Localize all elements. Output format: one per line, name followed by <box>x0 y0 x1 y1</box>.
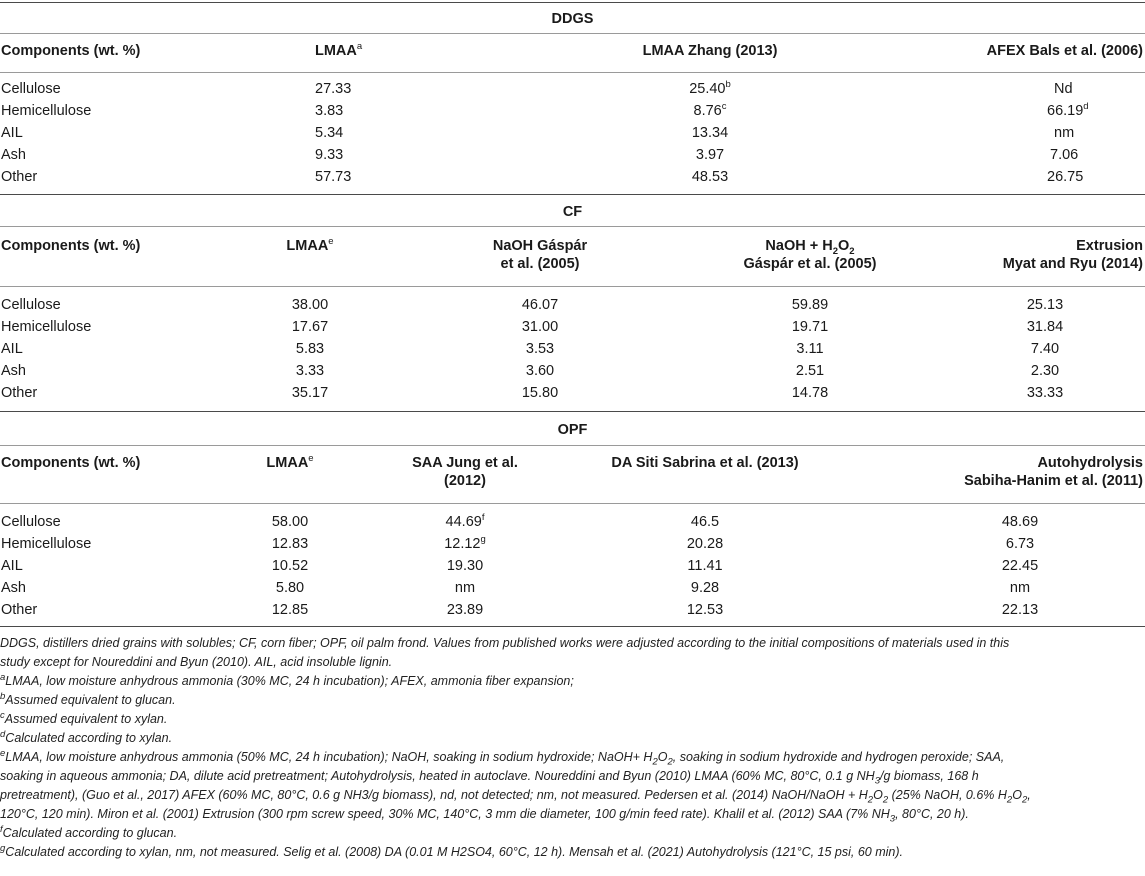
row-label: AIL <box>1 125 23 141</box>
cell-value: 19.71 <box>791 319 829 335</box>
cell-value: 33.33 <box>1026 385 1064 401</box>
cell-value: 3.11 <box>796 341 824 357</box>
row-label: Hemicellulose <box>1 103 92 119</box>
footnote-d: $^d$Calculated according to xylan. <box>0 728 173 745</box>
cell-value: 5.83 <box>295 341 325 357</box>
cell-value: 48.53 <box>691 169 729 185</box>
cell-value: 38.00 <box>291 297 329 313</box>
section-title-opf: OPF <box>557 422 588 438</box>
header-naoh-gaspar: NaOH Gáspár et al. (2005) <box>492 238 588 272</box>
row-label: Cellulose <box>1 81 61 97</box>
header-extrusion-myat: Extrusion Myat and Ryu (2014) <box>1002 238 1143 272</box>
cell-value: 57.73 <box>315 169 352 185</box>
cell-value: 10.52 <box>271 558 309 574</box>
cell-value: 11.41 <box>687 558 723 574</box>
cell-value: 5.80 <box>275 580 305 596</box>
cell-value: 15.80 <box>521 385 559 401</box>
cell-value: 31.84 <box>1026 319 1064 335</box>
cell-value: 2.51 <box>795 363 825 379</box>
header-lmaa: LMAA$^e$ <box>286 236 334 254</box>
row-label: Other <box>1 169 38 185</box>
footnote-line: 120°C, 120 min). Miron et al. (2001) Extrusion (300 rpm screw speed, 30% MC, 140°C, 3 mm die diameter, 100 g/min feed rate). Khalil et al. (2012) SAA (7% $NH_3$, 80°C, 20 h). <box>0 807 969 825</box>
cell-value: 14.78 <box>791 385 829 401</box>
cell-value: Nd <box>1054 81 1073 97</box>
row-label: Other <box>1 602 38 618</box>
cell-value: 48.69 <box>1001 514 1039 530</box>
row-label: Ash <box>1 147 26 163</box>
cell-value: 17.67 <box>291 319 329 335</box>
header-afex-bals: AFEX Bals et al. (2006) <box>986 43 1143 59</box>
cell-value: nm <box>1009 580 1031 596</box>
header-lmaa: LMAA$^e$ <box>266 453 314 471</box>
cell-value: 3.97 <box>695 147 725 163</box>
cell-value: 5.34 <box>315 125 344 141</box>
cell-value: 3.60 <box>525 363 555 379</box>
row-label: Cellulose <box>1 297 61 313</box>
cell-value: 31.00 <box>521 319 559 335</box>
cell-value: 35.17 <box>291 385 329 401</box>
cell-value: 46.07 <box>521 297 559 313</box>
section-title-cf: CF <box>562 204 583 220</box>
rule <box>0 194 1145 195</box>
rule <box>0 411 1145 412</box>
section-title-ddgs: DDGS <box>551 11 594 27</box>
cell-value: 59.89 <box>791 297 829 313</box>
rule <box>0 72 1145 73</box>
rule <box>0 33 1145 34</box>
footnote-line: soaking in aqueous ammonia; DA, dilute acid pretreatment; Autohydrolysis, heated in autoclave. Noureddini and Byun (2010) LMAA (60% MC, 80°C, 0.1 g $NH_3/g$ biomass, 168 h <box>0 769 979 787</box>
footnote-line: study except for Noureddini and Byun (2010). AIL, acid insoluble lignin. <box>0 655 393 669</box>
header-components: Components (wt. %) <box>1 455 141 471</box>
cell-value: 12.85 <box>271 602 309 618</box>
rule <box>0 503 1145 504</box>
footnote-g: $^g$Calculated according to xylan, nm, not measured. Selig et al. (2008) DA (0.01 M H2SO4, 60°C, 12 h). Mensah et al. (2021) Autohydrolysis (121°C, 15 psi, 60 min). <box>0 842 904 859</box>
cell-value: 22.45 <box>1001 558 1039 574</box>
cell-value: nm <box>1054 125 1075 141</box>
cell-value: 13.34 <box>691 125 729 141</box>
cell-value: 66.19$^d$ <box>1047 101 1089 119</box>
rule <box>0 445 1145 446</box>
rule <box>0 626 1145 627</box>
cell-value: 7.06 <box>1050 147 1079 163</box>
header-naoh-h2o2-gaspar: NaOH + $H_2O_2$ Gáspár et al. (2005) <box>743 238 877 272</box>
row-label: Other <box>1 385 38 401</box>
cell-value: 2.30 <box>1030 363 1060 379</box>
cell-value: 25.40$^b$ <box>689 79 731 97</box>
header-autohydrolysis: Autohydrolysis Sabiha-Hanim et al. (2011) <box>964 455 1143 489</box>
footnote-c: $^c$Assumed equivalent to xylan. <box>0 709 168 726</box>
rule <box>0 226 1145 227</box>
footnote-general <box>0 634 1140 862</box>
cell-value: 44.69$^f$ <box>445 512 485 530</box>
footnote-line: pretreatment), (Guo et al., 2017) AFEX (60% MC, 80°C, 0.6 g NH3/g biomass), nd, not detected; nm, not measured. Pedersen et al. (2014) NaOH/NaOH + $H_2O_2$ (25% NaOH, 0.6% $H_2O_2$, <box>0 788 1031 806</box>
cell-value: 6.73 <box>1005 536 1035 552</box>
footnote-b: $^b$Assumed equivalent to glucan. <box>0 690 176 707</box>
header-lmaa: LMAA$^a$ <box>315 41 363 59</box>
row-label: Ash <box>1 363 26 379</box>
header-components: Components (wt. %) <box>1 43 141 59</box>
cell-value: 8.76$^c$ <box>693 101 727 119</box>
cell-value: 20.28 <box>686 536 724 552</box>
cell-value: 27.33 <box>315 81 352 97</box>
row-label: Hemicellulose <box>1 536 92 552</box>
header-saa-jung: SAA Jung et al. (2012) <box>412 455 518 489</box>
row-label: AIL <box>1 558 23 574</box>
cell-value: 58.00 <box>271 514 309 530</box>
cell-value: 12.53 <box>686 602 724 618</box>
footnote-line: DDGS, distillers dried grains with solubles; CF, corn fiber; OPF, oil palm frond. Values from published works were adjusted according to the initial compositions of materials used in this <box>0 636 1010 650</box>
cell-value: 46.5 <box>690 514 720 530</box>
rule <box>0 286 1145 287</box>
cell-value: 25.13 <box>1026 297 1064 313</box>
row-label: Hemicellulose <box>1 319 92 335</box>
row-label: AIL <box>1 341 23 357</box>
header-da-siti: DA Siti Sabrina et al. (2013) <box>611 455 799 471</box>
cell-value: 12.83 <box>271 536 309 552</box>
cell-value: 9.33 <box>315 147 344 163</box>
cell-value: 3.33 <box>295 363 325 379</box>
footnote-a: $^a$LMAA, low moisture anhydrous ammonia (30% MC, 24 h incubation); AFEX, ammonia fiber expansion; <box>0 671 574 688</box>
footnote-e: $^e$LMAA, low moisture anhydrous ammonia (50% MC, 24 h incubation); NaOH, soaking in sodium hydroxide; NaOH+ $H_2O_2$, soaking in sodium hydroxide and hydrogen peroxide; SAA, <box>0 747 1005 768</box>
cell-value: 22.13 <box>1001 602 1039 618</box>
row-label: Cellulose <box>1 514 61 530</box>
rule <box>0 2 1145 3</box>
header-lmaa-zhang: LMAA Zhang (2013) <box>642 43 778 59</box>
cell-value: 7.40 <box>1030 341 1060 357</box>
cell-value: nm <box>454 580 476 596</box>
cell-value: 3.53 <box>525 341 555 357</box>
row-label: Ash <box>1 580 26 596</box>
cell-value: 12.12$^g$ <box>444 534 486 552</box>
cell-value: 23.89 <box>446 602 484 618</box>
cell-value: 3.83 <box>315 103 344 119</box>
footnote-f: $^f$Calculated according to glucan. <box>0 823 178 840</box>
header-components: Components (wt. %) <box>1 238 141 254</box>
cell-value: 26.75 <box>1047 169 1084 185</box>
cell-value: 19.30 <box>446 558 484 574</box>
cell-value: 9.28 <box>690 580 720 596</box>
